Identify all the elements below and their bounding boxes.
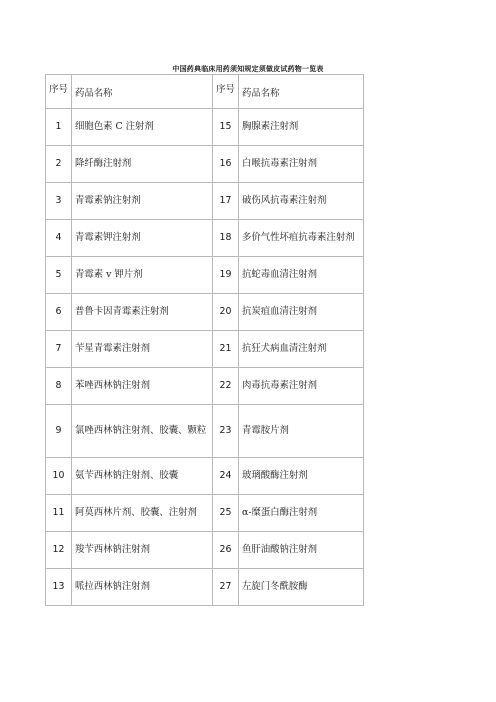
document-title: 中国药典临床用药须知规定须做皮试药物一览表: [172, 65, 324, 73]
row-no-left: 6: [46, 294, 72, 331]
row-no-right: 26: [213, 532, 239, 569]
header-no-right: 序号: [213, 75, 239, 109]
row-no-right: 27: [213, 569, 239, 606]
row-name-left: 细胞色素 C 注射剂: [72, 109, 213, 146]
table-row: [46, 532, 364, 569]
row-no-right: 25: [213, 495, 239, 532]
table-header-row: [46, 75, 364, 109]
row-name-left: 氯唑西林钠注射剂、胶囊、颗粒: [72, 405, 213, 458]
table-row: [46, 458, 364, 495]
row-name-right: 鱼肝油酸钠注射剂: [239, 532, 364, 569]
row-name-left: 羧苄西林钠注射剂: [72, 532, 213, 569]
row-name-left: 普鲁卡因青霉素注射剂: [72, 294, 213, 331]
table-row: [46, 257, 364, 294]
table-row: [46, 220, 364, 257]
row-no-right: 15: [213, 109, 239, 146]
row-no-right: 18: [213, 220, 239, 257]
table-row: [46, 146, 364, 183]
row-name-right: 白喉抗毒素注射剂: [239, 146, 364, 183]
row-no-left: 8: [46, 368, 72, 405]
row-no-left: 4: [46, 220, 72, 257]
table-row: [46, 495, 364, 532]
row-name-right: 多价气性坏疽抗毒素注射剂: [239, 220, 364, 257]
row-name-right: 肉毒抗毒素注射剂: [239, 368, 364, 405]
table-row: [46, 569, 364, 606]
row-no-left: 5: [46, 257, 72, 294]
row-name-left: 哌拉西林钠注射剂: [72, 569, 213, 606]
row-no-right: 21: [213, 331, 239, 368]
row-no-right: 22: [213, 368, 239, 405]
row-name-left: 苄星青霉素注射剂: [72, 331, 213, 368]
row-no-right: 19: [213, 257, 239, 294]
row-no-left: 10: [46, 458, 72, 495]
row-name-right: α-糜蛋白酶注射剂: [239, 495, 364, 532]
row-no-left: 12: [46, 532, 72, 569]
row-name-right: 胸腺素注射剂: [239, 109, 364, 146]
row-name-left: 青霉素钾注射剂: [72, 220, 213, 257]
row-no-left: 2: [46, 146, 72, 183]
row-no-right: 20: [213, 294, 239, 331]
row-name-right: 抗炭疽血清注射剂: [239, 294, 364, 331]
table-row: [46, 294, 364, 331]
table-row: [46, 368, 364, 405]
row-no-right: 24: [213, 458, 239, 495]
table-row: [46, 405, 364, 458]
table-row: [46, 109, 364, 146]
row-no-right: 23: [213, 405, 239, 458]
drug-table: [45, 74, 364, 606]
row-no-left: 9: [46, 405, 72, 458]
row-name-left: 降纤酶注射剂: [72, 146, 213, 183]
row-name-left: 氨苄西林钠注射剂、胶囊: [72, 458, 213, 495]
row-no-left: 13: [46, 569, 72, 606]
row-no-left: 11: [46, 495, 72, 532]
row-name-right: 抗狂犬病血清注射剂: [239, 331, 364, 368]
row-name-right: 青霉胺片剂: [239, 405, 364, 458]
table-row: [46, 331, 364, 368]
row-no-left: 1: [46, 109, 72, 146]
row-name-right: 玻璃酸酶注射剂: [239, 458, 364, 495]
row-name-left: 苯唑西林钠注射剂: [72, 368, 213, 405]
row-name-right: 左旋门冬酰胺酶: [239, 569, 364, 606]
header-no-left: 序号: [46, 75, 72, 109]
row-no-right: 16: [213, 146, 239, 183]
row-name-right: 抗蛇毒血清注射剂: [239, 257, 364, 294]
row-no-left: 7: [46, 331, 72, 368]
table-row: [46, 183, 364, 220]
row-no-right: 17: [213, 183, 239, 220]
header-name-right: 药品名称: [239, 75, 364, 109]
row-name-right: 破伤风抗毒素注射剂: [239, 183, 364, 220]
row-name-left: 阿莫西林片剂、胶囊、注射剂: [72, 495, 213, 532]
row-no-left: 3: [46, 183, 72, 220]
header-name-left: 药品名称: [72, 75, 213, 109]
row-name-left: 青霉素 v 钾片剂: [72, 257, 213, 294]
row-name-left: 青霉素钠注射剂: [72, 183, 213, 220]
